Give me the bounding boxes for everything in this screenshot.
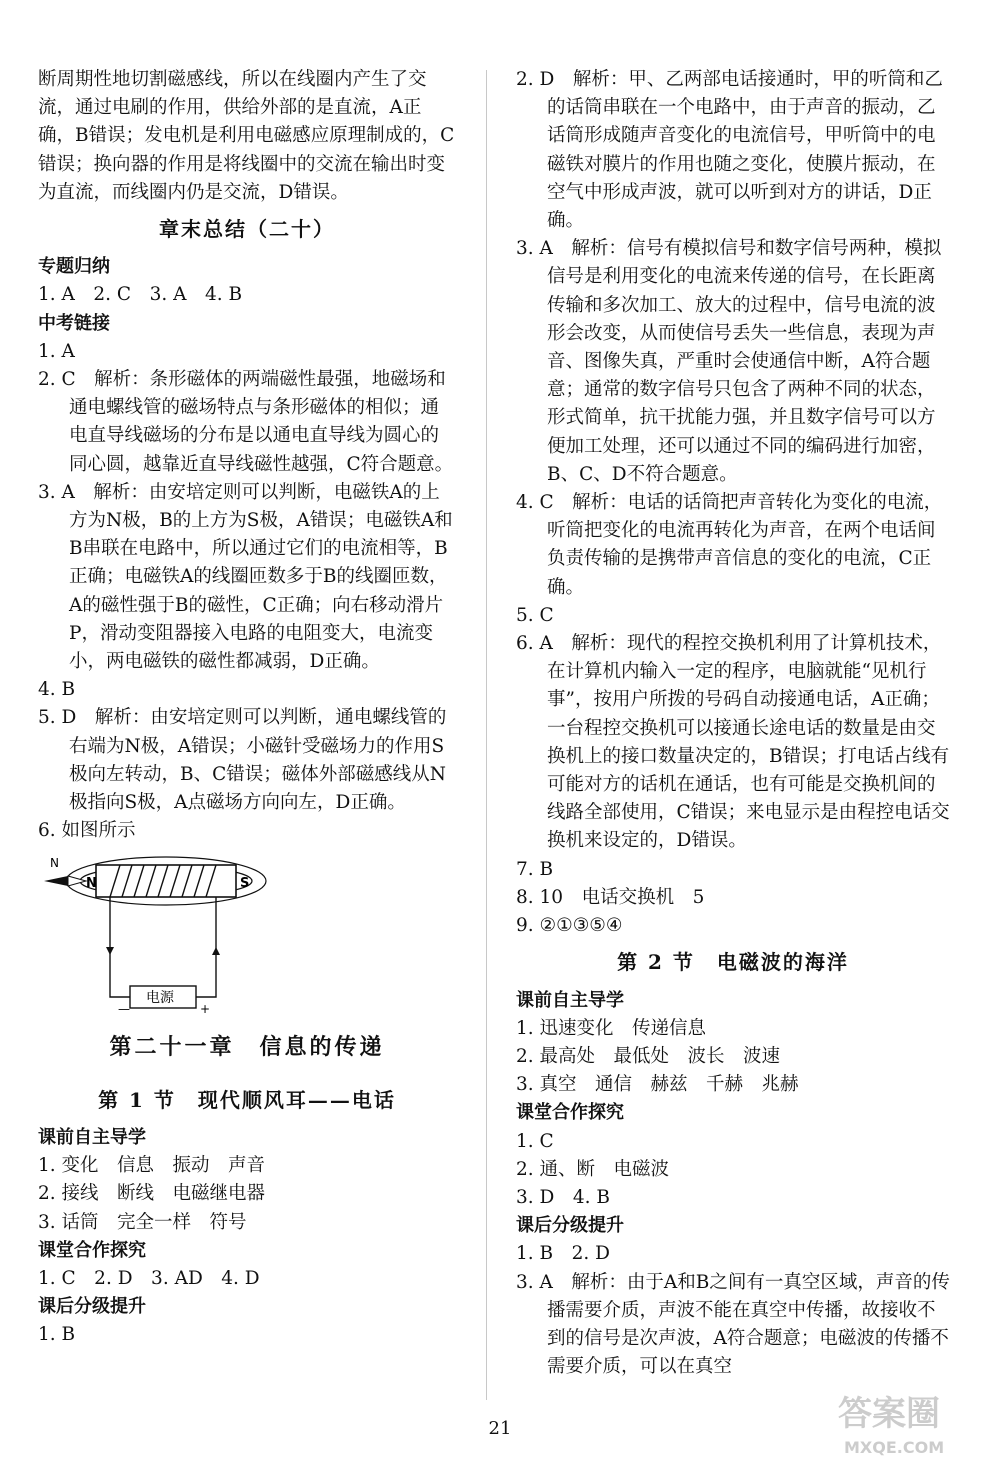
pre-class-heading: 课前自主导学	[516, 989, 624, 1011]
exam-item: 3. A 解析：由安培定则可以判断，电磁铁A的上方为N极，B的上方为S极，A错误；电磁铁A和B串联在电路中，所以通过它们的电流相等，B正确；电磁铁A的线圈匝数多于B的线圈匝数，A的磁性强于B的磁性，C正确；向右移动滑片P，滑动变阻器接入电路的电阻变大，电流变小，两电磁铁的磁性都减弱，D正确。	[38, 481, 453, 673]
in-class-item: 3. D 4. B	[516, 1186, 610, 1208]
solenoid-s-label: S	[240, 876, 250, 892]
exam-link-heading: 中考链接	[38, 312, 110, 334]
pre-class-item: 1. 变化 信息 振动 声音	[38, 1155, 266, 1177]
column-divider	[486, 70, 487, 1400]
answer-item: 9. ②①③⑤④	[516, 915, 623, 937]
current-arrow-right	[212, 947, 220, 955]
plus-terminal: +	[200, 1002, 211, 1016]
solenoid-n-label: N	[86, 876, 97, 892]
watermark-text-top: 答案圈	[838, 1394, 940, 1434]
watermark-text-bottom: MXQE.COM	[844, 1438, 945, 1457]
wire-right	[196, 897, 216, 997]
intro-paragraph: 断周期性地切割磁感线，所以在线圈内产生了交流，通过电刷的作用，供给外部的是直流，A正确，B错误；发电机是利用电磁感应原理制成的，C错误；换向器的作用是将线圈中的交流在输出时变为直流，而线圈内仍是交流，D错误。	[38, 69, 455, 203]
post-class-heading: 课后分级提升	[516, 1215, 624, 1237]
exam-item: 2. C 解析：条形磁体的两端磁性最强，地磁场和通电螺线管的磁场特点与条形磁体的相似；通电直导线磁场的分布是以通电直导线为圆心的同心圆，越靠近直导线磁性越强，C符合题意。	[38, 369, 454, 475]
in-class-item: 1. C	[516, 1130, 554, 1152]
needle-n-label: N	[50, 856, 59, 871]
page-number: 21	[488, 1418, 512, 1439]
answer-item: 4. C 解析：电话的话筒把声音转化为变化的电流，听筒把变化的电流再转化为声音，在两个电话间负责传输的是携带声音信息的变化的电流，C正确。	[516, 492, 943, 598]
chapter-summary-title: 章末总结（二十）	[159, 217, 335, 242]
answer-item: 3. A 解析：信号有模拟信号和数字信号两种，模拟信号是利用变化的电流来传递的信号，在长距离传输和多次加工、放大的过程中，信号电流的波形会改变，从而使信号丢失一些信息，表现为声音、图像失真，严重时会使通信中断，A符合题意；通常的数字信号只包含了两种不同的状态，形式简单，抗干扰能力强，并且数字信号可以方便加工处理，还可以通过不同的编码进行加密，B、C、D不符合题意。	[516, 238, 942, 485]
answer-item: 2. D 解析：甲、乙两部电话接通时，甲的听筒和乙的话筒串联在一个电路中，由于声音的振动，乙话筒形成随声音变化的电流信号，甲听筒中的电磁铁对膜片的作用也随之变化，使膜片振动，在空气中形成声波，就可以听到对方的讲话，D正确。	[516, 69, 943, 232]
answer-item: 7. B	[516, 858, 554, 880]
pre-class-item: 2. 最高处 最低处 波长 波速	[516, 1045, 781, 1067]
answer-item: 8. 10 电话交换机 5	[516, 886, 705, 908]
post-class-item: 1. B 2. D	[516, 1243, 610, 1265]
right-column	[516, 66, 950, 1381]
pre-class-item: 3. 真空 通信 赫兹 千赫 兆赫	[516, 1074, 799, 1096]
left-column	[38, 66, 456, 1350]
power-source-label: 电源	[146, 990, 174, 1007]
exam-item: 6. 如图所示	[38, 820, 136, 842]
pre-class-item: 3. 话筒 完全一样 符号	[38, 1211, 247, 1233]
pre-class-item: 2. 接线 断线 电磁继电器	[38, 1183, 266, 1205]
compass-needle-dark	[44, 876, 68, 886]
section1-title: 第 1 节 现代顺风耳——电话	[98, 1087, 396, 1112]
watermark-logo	[830, 1383, 980, 1461]
topic-answers: 1. A 2. C 3. A 4. B	[38, 284, 243, 306]
exam-item: 1. A	[38, 340, 75, 362]
answer-item: 5. C	[516, 604, 554, 626]
post-class-item: 3. A 解析：由于A和B之间有一真空区域，声音的传播需要介质，声波不能在真空中传播，故接收不到的信号是次声波，A符合题意；电磁波的传播不需要介质，可以在真空	[516, 1271, 950, 1378]
in-class-heading: 课堂合作探究	[38, 1239, 146, 1261]
exam-item: 5. D 解析：由安培定则可以判断，通电螺线管的右端为N极，A错误；小磁针受磁场力的作用S极向左转动，B、C错误；磁体外部磁感线从N极指向S极，A点磁场方向向左，D正确。	[38, 707, 447, 814]
post-class-item: 1. B	[38, 1324, 76, 1346]
current-arrow-left	[106, 947, 114, 955]
in-class-answers: 1. C 2. D 3. AD 4. D	[38, 1267, 260, 1289]
solenoid-figure	[38, 847, 278, 1015]
pre-class-heading: 课前自主导学	[38, 1126, 146, 1148]
minus-terminal: —	[118, 1002, 130, 1016]
chapter-title: 第二十一章 信息的传递	[109, 1034, 385, 1061]
compass-needle-light	[68, 876, 86, 886]
pre-class-item: 1. 迅速变化 传递信息	[516, 1017, 707, 1039]
in-class-item: 2. 通、断 电磁波	[516, 1158, 670, 1180]
post-class-heading: 课后分级提升	[38, 1296, 146, 1318]
solenoid-diagram	[38, 847, 456, 1015]
section2-title: 第 2 节 电磁波的海洋	[617, 950, 849, 975]
answer-item: 6. A 解析：现代的程控交换机利用了计算机技术，在计算机内输入一定的程序，电脑就能“见机行事”，按用户所拨的号码自动接通电话，A正确；一台程控交换机可以接通长途电话的数量是由交换机上的接口数量决定的，B错误；打电话占线有可能对方的话机在通话，也有可能是交换机间的线路全部使用，C错误；来电显示是由程控电话交换机来设定的，D错误。	[516, 633, 950, 852]
exam-item: 4. B	[38, 679, 76, 701]
topic-summary-heading: 专题归纳	[38, 256, 110, 278]
in-class-heading: 课堂合作探究	[516, 1102, 624, 1124]
